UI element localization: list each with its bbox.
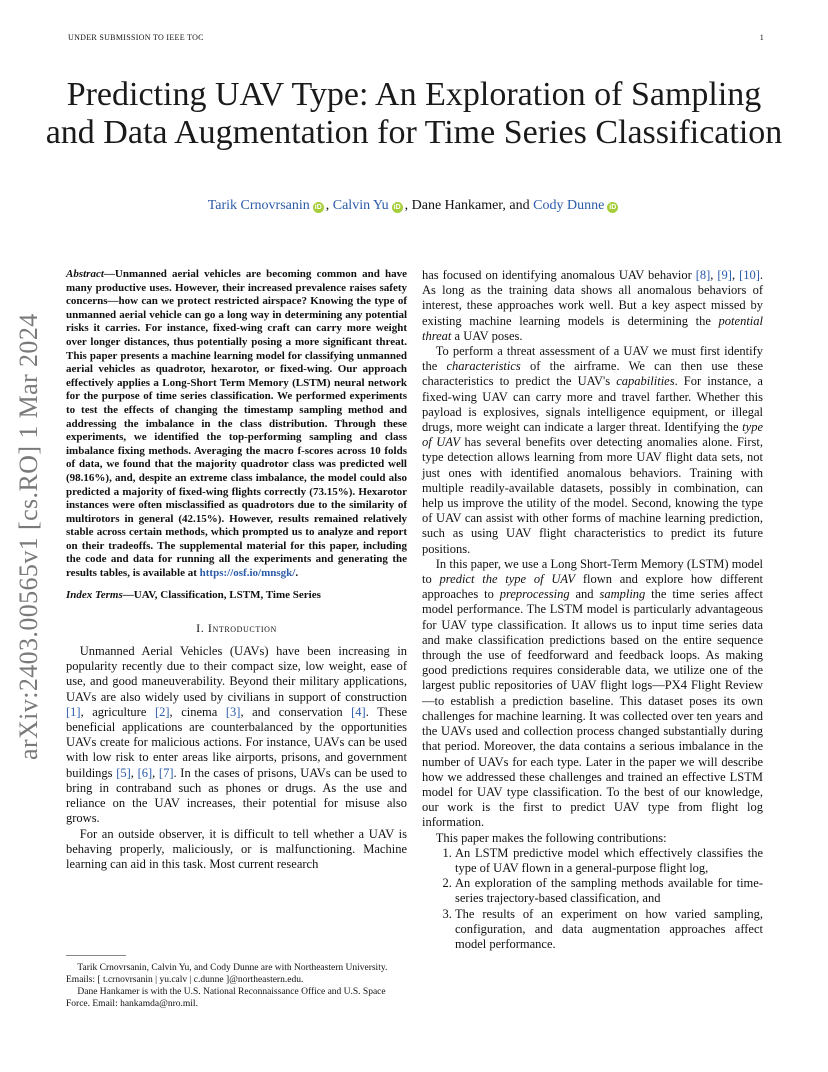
abstract-text: —Unmanned aerial vehicles are becoming common and have many productive uses. However, their increased prevalence raises safety concerns—how can we protect restricted airspace? Knowing the type of unmanned aerial vehicle can go a long way in determining any potential risks it carries. For instance, fixed-wing craft can carry more weight over longer distances, thus potentially posing a more significant threat. This paper presents a machine learning model for classifying unmanned aerial vehicles as quadrotor, hexarotor, or fixed-wing. Our approach effectively applies a Long-Short Term Memory (LSTM) neural network for the purpose of time series classification. We performed experiments to test the effects of changing the timestamp sampling method and addressing the imbalance in the class distribution. Through these experiments, we identified the top-performing sampling and class imbalance fixing methods. Averaging the macro f-scores across 10 folds of data, we found that the majority quadrotor class was predicted well (98.16%), and, despite an extreme class imbalance, the model could also predicted a majority of fixed-wing flights correctly (73.15%). Hexarotor instances were often misclassified as quadrotors due to the similarity of multirotors in general (42.15%). However, results remained relatively stable across certain methods, which prompted us to analyze and report on their tradeoffs. The supplemental material for this paper, including the code and data for running all the experiments and generating the results tables, is available at — [66, 268, 407, 580]
author-list — [0, 198, 828, 214]
paragraph — [66, 644, 407, 826]
text-run: , agriculture — [80, 704, 155, 719]
text-run: , cinema — [169, 704, 226, 719]
index-terms-label: Index Terms — [66, 588, 123, 601]
footnotes — [66, 962, 407, 1010]
citation-link[interactable]: [10] — [739, 268, 760, 282]
text-run: and — [569, 587, 600, 602]
section-heading: I. Introduction — [196, 620, 277, 635]
footnote-rule — [66, 955, 126, 956]
author-separator: , and — [502, 198, 534, 213]
paragraph — [422, 557, 763, 831]
paragraph: This paper makes the following contributions: — [435, 830, 667, 845]
citation-link[interactable]: [2] — [154, 704, 170, 719]
citation-link[interactable]: [7] — [158, 765, 174, 780]
text-run: , — [130, 765, 138, 780]
text-run: Unmanned Aerial Vehicles (UAVs) have been increasing in popularity recently due to their compact size, low weight, ease of use, and good maneuverability. Beyond their military applications, UAVs are also widely used by civilians in support of construction — [66, 644, 407, 704]
text-run: flown and explore how different approaches to — [422, 572, 764, 602]
emphasis: sampling — [599, 587, 646, 602]
list-item: 1. An LSTM predictive model which effectively classifies the type of UAV flown in a general-purpose flight log, — [455, 846, 763, 876]
text-run: the time series affect model performance. The LSTM model is particularly advantageous for UAV type classification. It allows us to input time series data and make classification predictions based on the entire sequence through the use of feedforward and feedback loops. As making good predictions requires considerable data, we utilize one of the largest public repositories of UAV flight logs—PX4 Flight Review—to establish a prediction baseline. This dataset poses its own challenges for machine learning. It was collected over ten years and the UAVs used and collection process changed substantially during that period. Moreover, the data contains a serious imbalance in the number of UAVs for each type. Later in the paper we will describe how we addressed these challenges and trained an effective LSTM model for UAV type classification. To the best of our knowledge, our work is the first to predict UAV type from flight log information. — [422, 587, 763, 830]
paragraph — [422, 344, 763, 557]
orcid-icon[interactable]: iD — [393, 204, 401, 211]
author-link[interactable]: Cody Dunne — [533, 198, 605, 213]
author-separator: , — [404, 198, 412, 213]
right-column — [422, 268, 763, 952]
orcid-icon[interactable]: iD — [609, 204, 617, 211]
text-run: . As long as the training data shows all anomalous behaviors of interest, these approaches work well. But a key aspect missed by existing machine learning models is determining the — [422, 268, 764, 328]
text-run: of the airframe. We can then use these characteristics to predict the UAV's — [422, 359, 763, 389]
text-run: , — [710, 268, 718, 282]
list-item: 2. An exploration of the sampling methods available for time-series trajectory-based classification, and — [455, 876, 763, 906]
paragraph — [422, 268, 763, 344]
emphasis: type of UAV — [422, 420, 763, 450]
citation-link[interactable]: [9] — [717, 268, 732, 282]
citation-link[interactable]: [1] — [66, 704, 81, 719]
text-run: , — [731, 268, 740, 282]
emphasis: potential threat — [422, 313, 763, 343]
list-item: 3. The results of an experiment on how varied sampling, configuration, and data augmentation approaches affect model performance. — [455, 907, 763, 953]
abstract — [66, 268, 407, 581]
citation-link[interactable]: [6] — [137, 765, 153, 780]
footnote: Dane Hankamer is with the U.S. National Reconnaissance Office and U.S. Space Force. Email: hankamda@nro.mil. — [66, 987, 386, 1009]
supplemental-link[interactable]: https://osf.io/mnsgk/ — [199, 567, 296, 580]
left-column — [66, 268, 407, 872]
emphasis: capabilities — [616, 374, 675, 389]
citation-link[interactable]: [4] — [351, 704, 366, 719]
emphasis: characteristics — [446, 359, 521, 374]
abstract-end: . — [295, 567, 299, 580]
text-run: . In the cases of prisons, UAVs can be used to bring in contraband such as phones or drugs. As the use and reliance on the UAV increases, their potential for misuse also grows. — [66, 765, 407, 826]
citation-link[interactable]: [5] — [116, 765, 131, 780]
index-terms-text: —UAV, Classification, LSTM, Time Series — [122, 588, 321, 601]
orcid-icon[interactable]: iD — [314, 204, 322, 211]
emphasis: predict the type of UAV — [439, 572, 576, 587]
emphasis: preprocessing — [499, 587, 570, 602]
abstract-label: Abstract — [66, 268, 104, 280]
running-header — [68, 33, 764, 42]
author-name: Dane Hankamer — [411, 198, 503, 213]
arxiv-stamp: arXiv:2403.00565v1 [cs.RO] 1 Mar 2024 — [14, 313, 43, 760]
text-run: To perform a threat assessment of a UAV we must first identify the — [422, 344, 763, 374]
text-run: , and conservation — [240, 704, 352, 719]
journal-name: UNDER SUBMISSION TO IEEE TOC — [68, 33, 204, 42]
text-run: has several benefits over detecting anomalies alone. First, type detection allows learning from more UAV flight data sets, not just ones with identified anomalous behaviors. Training with multiple readily-available datasets, possibly in combination, can help us improve the utility of the model. Second, knowing the type of UAV can assist with other forms of machine learning prediction, such as using UAV flight characteristics to predict its future positions. — [422, 435, 763, 556]
paragraph: For an outside observer, it is difficult to tell whether a UAV is behaving properly, maliciously, or is malfunctioning. Machine learning can aid in this task. Most current research — [66, 826, 407, 871]
author-separator: , — [325, 198, 333, 213]
citation-link[interactable]: [8] — [695, 268, 711, 282]
author-link[interactable]: Tarik Crnovrsanin — [207, 198, 310, 213]
footnote: Tarik Crnovrsanin, Calvin Yu, and Cody Dunne are with Northeastern University. Emails: [ t.crnovrsanin | yu.calv | c.dunne ]@northeastern.edu. — [66, 963, 388, 985]
text-run: a UAV poses. — [451, 328, 523, 343]
author-link[interactable]: Calvin Yu — [332, 198, 389, 213]
text-run: In this paper, we use a Long Short-Term Memory (LSTM) model to — [422, 556, 763, 587]
contributions-list — [422, 846, 763, 952]
page-number: 1 — [759, 33, 764, 42]
paper-title: Predicting UAV Type: An Exploration of Sampling and Data Augmentation for Time Series Classification — [45, 76, 783, 151]
citation-link[interactable]: [3] — [225, 704, 241, 719]
text-run: , — [152, 765, 159, 780]
text-run: . These beneficial applications are counterbalanced by the opportunities UAVs create for malicious actions. For instance, UAVs can be used with low risk to enter areas like airports, prisons, and government buildings — [66, 704, 408, 780]
text-run: . For instance, a fixed-wing UAV can carry more and travel farther. Whether this payload is explosives, signals intelligence equipment, or illegal drugs, more weight can indicate a larger threat. Identifying the — [422, 374, 763, 435]
index-terms — [66, 588, 407, 603]
text-run: has focused on identifying anomalous UAV behavior — [422, 268, 696, 282]
